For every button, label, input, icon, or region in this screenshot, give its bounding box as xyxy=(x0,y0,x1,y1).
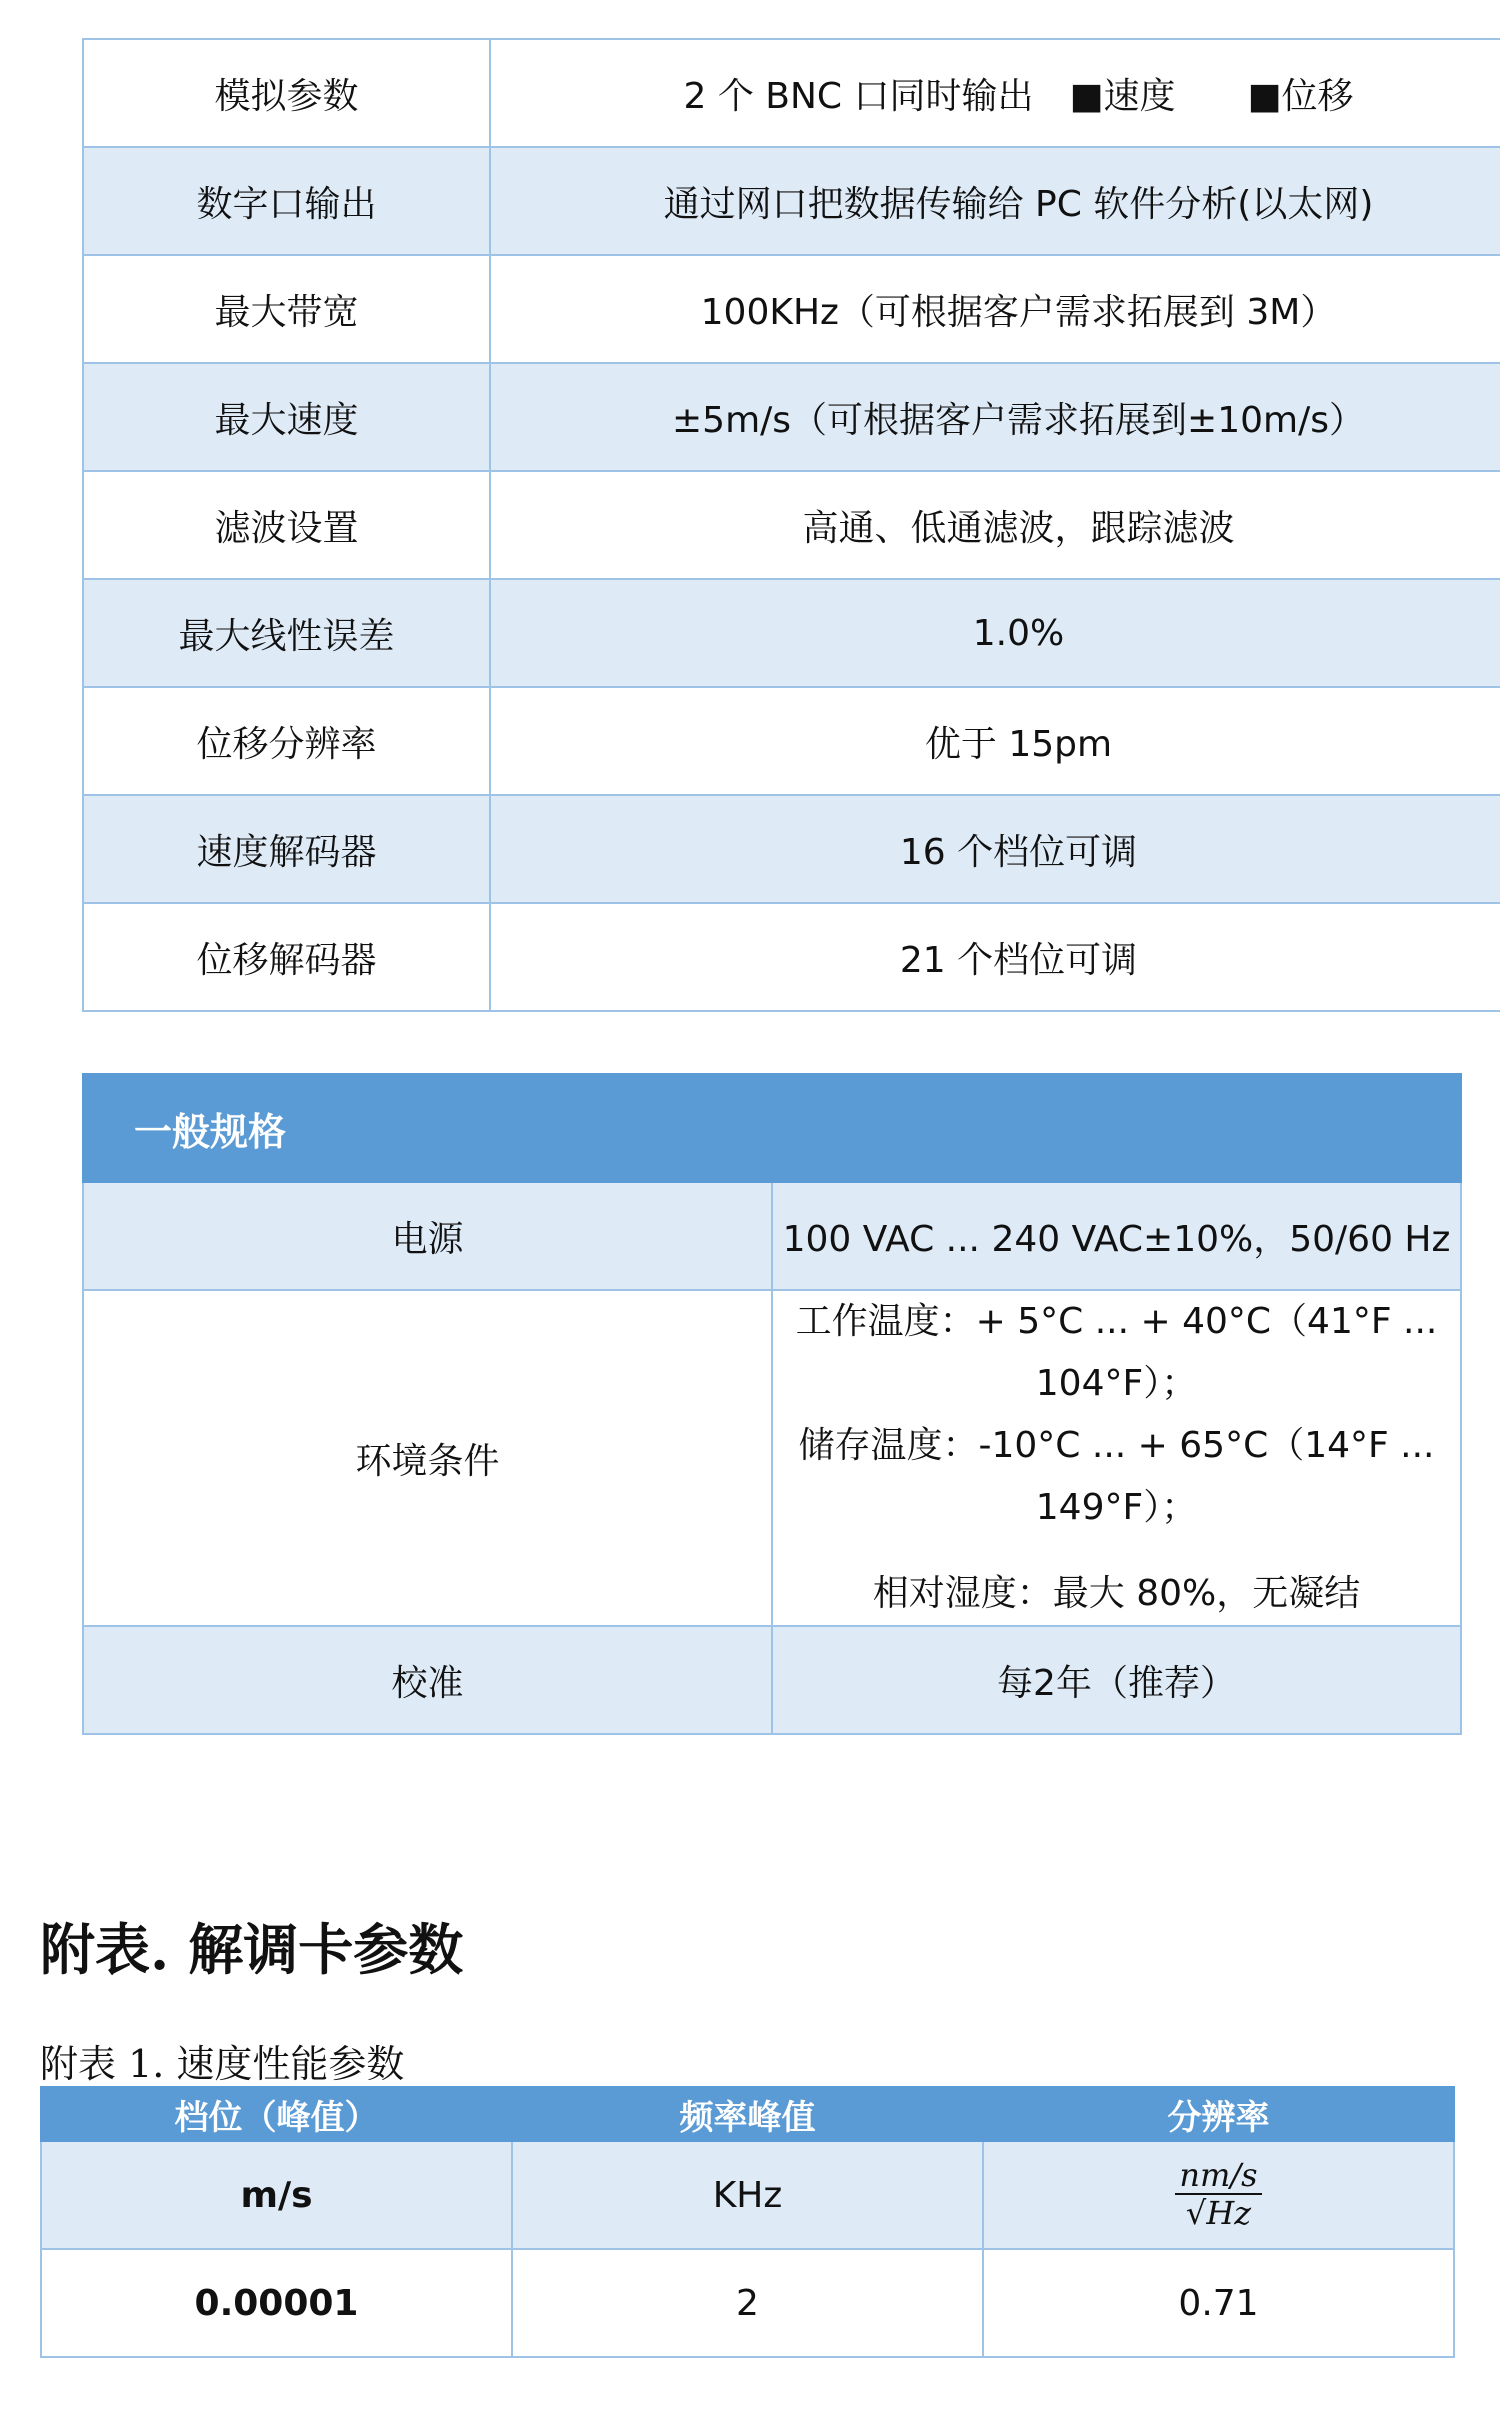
spec-row-calibration xyxy=(83,1626,1461,1734)
spec-row xyxy=(83,471,1500,579)
spec-label: 位移解码器 xyxy=(83,903,490,1011)
fraction-denominator: √Hz xyxy=(1185,2194,1252,2233)
spec-value: 通过网口把数据传输给 PC 软件分析(以太网) xyxy=(490,147,1500,255)
spec-row xyxy=(83,255,1500,363)
cell-frequency: 2 xyxy=(512,2249,983,2357)
fraction-numerator: nm/s xyxy=(1175,2157,1261,2196)
spec-label: 模拟参数 xyxy=(83,39,490,147)
spec-value: 每2年（推荐） xyxy=(772,1626,1461,1734)
humidity-line: 相对湿度：最大 80%，无凝结 xyxy=(872,1573,1361,1614)
spec-label: 最大线性误差 xyxy=(83,579,490,687)
spec-row xyxy=(83,687,1500,795)
storage-temp-line: 储存温度：-10°C ... + 65°C（14°F ... 149°F）； xyxy=(798,1425,1435,1528)
spec-row xyxy=(83,363,1500,471)
spec-label: 位移分辨率 xyxy=(83,687,490,795)
spec-value-environment xyxy=(772,1290,1461,1626)
spec-row xyxy=(83,903,1500,1011)
spec-label: 速度解码器 xyxy=(83,795,490,903)
spec-value: 21 个档位可调 xyxy=(490,903,1500,1011)
spec-row xyxy=(83,579,1500,687)
spec-value: ±5m/s（可根据客户需求拓展到±10m/s） xyxy=(490,363,1500,471)
spec-label: 数字口输出 xyxy=(83,147,490,255)
section-heading: 附表. 解调卡参数 xyxy=(40,1917,464,1982)
spec-value: 16 个档位可调 xyxy=(490,795,1500,903)
header-gear: 档位（峰值） xyxy=(41,2087,512,2141)
cell-gear: 0.00001 xyxy=(41,2249,512,2357)
table-header-row xyxy=(41,2087,1454,2141)
spec-table-general xyxy=(82,1073,1462,1735)
spec-value: 100 VAC ... 240 VAC±10%，50/60 Hz xyxy=(772,1182,1461,1290)
spec-row-power xyxy=(83,1182,1461,1290)
units-row xyxy=(41,2141,1454,2249)
spec-value: 100KHz（可根据客户需求拓展到 3M） xyxy=(490,255,1500,363)
spec-value: 2 个 BNC 口同时输出 ■速度 ■位移 xyxy=(490,39,1500,147)
cell-resolution: 0.71 xyxy=(983,2249,1454,2357)
spec-value: 1.0% xyxy=(490,579,1500,687)
unit-gear: m/s xyxy=(41,2141,512,2249)
spec-value: 优于 15pm xyxy=(490,687,1500,795)
velocity-performance-table xyxy=(40,2086,1455,2358)
spec-label: 环境条件 xyxy=(83,1290,772,1626)
table-caption: 附表 1. 速度性能参数 xyxy=(40,2042,405,2086)
spec-label: 最大速度 xyxy=(83,363,490,471)
spec-label: 校准 xyxy=(83,1626,772,1734)
resolution-unit-fraction xyxy=(1175,2157,1261,2233)
spec-label: 最大带宽 xyxy=(83,255,490,363)
spec-row xyxy=(83,795,1500,903)
unit-resolution xyxy=(983,2141,1454,2249)
header-resolution: 分辨率 xyxy=(983,2087,1454,2141)
spec-label: 电源 xyxy=(83,1182,772,1290)
spec-row xyxy=(83,39,1500,147)
spec-table-analog-digital xyxy=(82,38,1500,1012)
spec-row-environment xyxy=(83,1290,1461,1626)
spec-value: 高通、低通滤波，跟踪滤波 xyxy=(490,471,1500,579)
header-frequency: 频率峰值 xyxy=(512,2087,983,2141)
spec-row xyxy=(83,147,1500,255)
table-header-row xyxy=(83,1074,1461,1182)
unit-frequency: KHz xyxy=(512,2141,983,2249)
operating-temp-line: 工作温度：+ 5°C ... + 40°C（41°F ... 104°F）； xyxy=(795,1301,1438,1404)
table-header-general: 一般规格 xyxy=(83,1074,1461,1182)
table-row xyxy=(41,2249,1454,2357)
spec-label: 滤波设置 xyxy=(83,471,490,579)
